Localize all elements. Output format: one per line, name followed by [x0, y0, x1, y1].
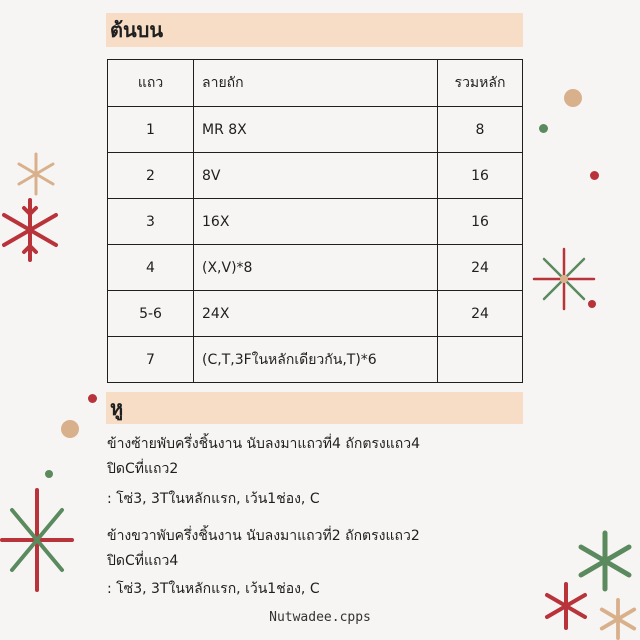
row-total: 8: [438, 107, 523, 153]
table-header-row: [108, 60, 523, 107]
crochet-pattern-table: [107, 59, 523, 383]
row-pattern: MR 8X: [194, 107, 438, 153]
berry-dot-icon: [88, 394, 97, 403]
section-title-ear: หู: [106, 392, 523, 424]
snowflake-icon: [0, 485, 75, 595]
row-pattern: 8V: [194, 153, 438, 199]
ear-note-line: ปิดCที่แถว2: [107, 461, 179, 477]
row-number: 2: [108, 153, 194, 199]
row-pattern: (X,V)*8: [194, 245, 438, 291]
author-credit: Nutwadee.cpps: [269, 610, 371, 625]
table-row: [108, 153, 523, 199]
table-row: [108, 245, 523, 291]
ear-note-line: : โซ่3, 3Tในหลักแรก, เว้น1ช่อง, C: [107, 581, 320, 597]
ear-note-line: ข้างซ้ายพับครึ่งชิ้นงาน นับลงมาแถวที่4 ถักตรงแถว4: [107, 436, 421, 452]
row-total: 24: [438, 245, 523, 291]
row-number: 1: [108, 107, 194, 153]
table-row: [108, 107, 523, 153]
berry-dot-icon: [45, 470, 53, 478]
berry-dot-icon: [539, 124, 548, 133]
section-title-body: ต้นบน: [106, 13, 523, 47]
row-number: 7: [108, 337, 194, 383]
row-pattern: (C,T,3Fในหลักเดียวกัน,T)*6: [194, 337, 438, 383]
ear-note-line: ข้างขวาพับครึ่งชิ้นงาน นับลงมาแถวที่2 ถักตรงแถว2: [107, 528, 420, 544]
snowflake-icon: [12, 150, 60, 198]
row-number: 4: [108, 245, 194, 291]
berry-dot-icon: [588, 300, 596, 308]
table-row: [108, 199, 523, 245]
row-number: 5-6: [108, 291, 194, 337]
snowflake-icon: [0, 195, 60, 265]
row-pattern: 24X: [194, 291, 438, 337]
row-total: 24: [438, 291, 523, 337]
row-pattern: 16X: [194, 199, 438, 245]
row-total: 16: [438, 199, 523, 245]
berry-dot-icon: [61, 420, 79, 438]
row-number: 3: [108, 199, 194, 245]
ear-note-line: ปิดCที่แถว4: [107, 553, 179, 569]
row-total: 16: [438, 153, 523, 199]
row-total: [438, 337, 523, 383]
column-header-pattern: ลายถัก: [194, 60, 438, 107]
berry-dot-icon: [564, 89, 582, 107]
column-header-row: แถว: [108, 60, 194, 107]
ear-note-line: : โซ่3, 3Tในหลักแรก, เว้น1ช่อง, C: [107, 491, 320, 507]
table-row: [108, 337, 523, 383]
berry-dot-icon: [590, 171, 599, 180]
column-header-total: รวมหลัก: [438, 60, 523, 107]
table-row: [108, 291, 523, 337]
